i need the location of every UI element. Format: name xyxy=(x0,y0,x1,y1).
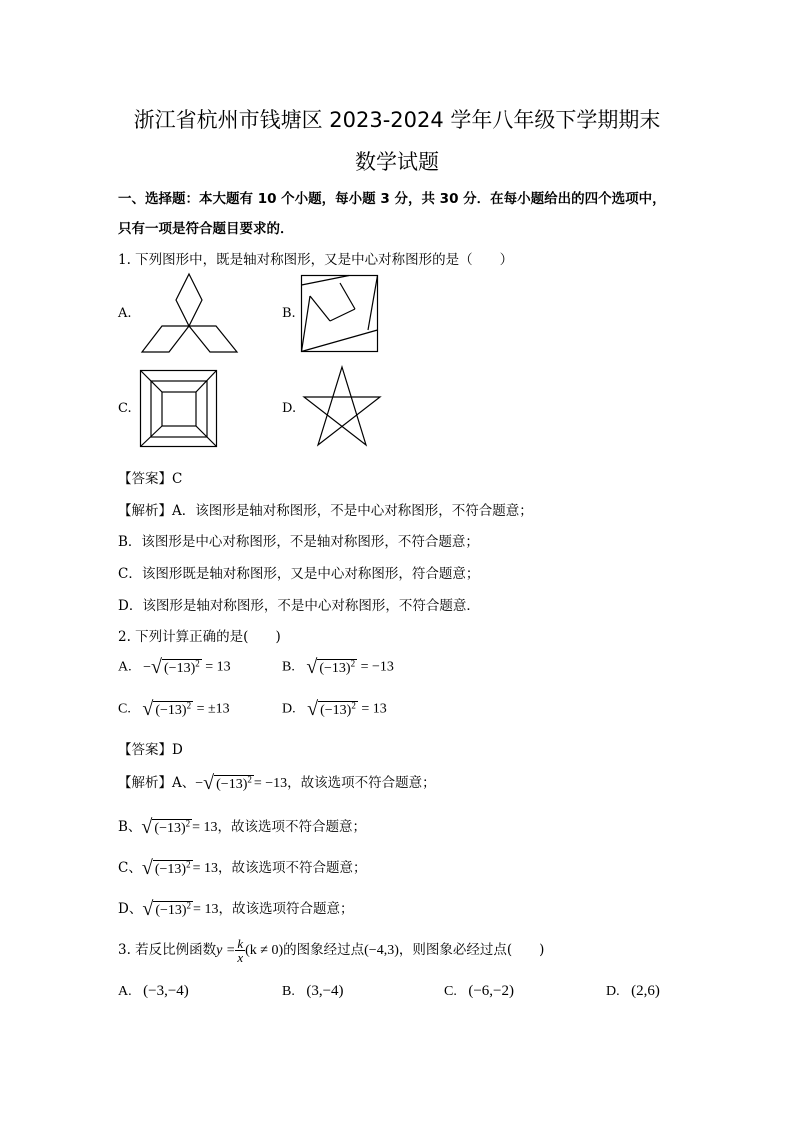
q3-function-y: y = xyxy=(216,943,236,958)
q2-analysis-1-prefix: 【解析】A、 xyxy=(118,775,196,791)
q3-fraction xyxy=(235,937,245,964)
q3-stem-suffix: ，则图象必经过点( ) xyxy=(398,942,545,958)
q1-stem: 1. 下列图形中，既是轴对称图形，又是中心对称图形的是（ ） xyxy=(118,252,514,268)
q1-figure-b xyxy=(300,274,380,354)
q2-analysis-2-tail: ，故该选项不符合题意； xyxy=(217,819,367,835)
q1-option-b-label: B. xyxy=(282,306,296,321)
q1-figure-a xyxy=(140,272,240,356)
q2-option-a-exponent: 2 xyxy=(195,658,200,669)
q2-analysis-4-tail: ，故该选项符合题意； xyxy=(218,901,354,917)
q2-analysis-2-exponent: 2 xyxy=(185,818,191,829)
q2-option-a-rhs: = 13 xyxy=(205,659,231,675)
q3-option-d xyxy=(606,983,660,1000)
q1-analysis-line-1: 【解析】A．该图形是轴对称图形，不是中心对称图形，不符合题意； xyxy=(118,503,533,519)
section-heading-line-2: 只有一项是符合题目要求的． xyxy=(118,221,294,237)
q2-option-c-exponent: 2 xyxy=(186,700,192,711)
q2-analysis-3-rhs: = 13 xyxy=(192,861,218,876)
q2-analysis-4-radicand: (−13) xyxy=(155,902,187,918)
q2-option-b-label: B. xyxy=(282,659,295,675)
q1-figure-c xyxy=(139,369,219,449)
q2-analysis-2-rhs: = 13 xyxy=(192,820,218,835)
q3-option-a-label: A. xyxy=(118,984,132,999)
q2-option-d-exponent: 2 xyxy=(351,700,356,711)
q2-option-b-exponent: 2 xyxy=(350,658,356,669)
q1-analysis-line-4: D．该图形是轴对称图形，不是中心对称图形，不符合题意． xyxy=(118,598,480,614)
q3-option-a xyxy=(118,983,189,1000)
q2-answer: 【答案】D xyxy=(118,742,183,758)
q2-analysis-line-4 xyxy=(118,897,353,921)
q2-option-d-label: D. xyxy=(282,701,296,717)
q2-analysis-1-exponent: 2 xyxy=(247,774,252,785)
section-heading-line-1: 一、选择题：本大题有 10 个小题，每小题 3 分，共 30 分．在每小题给出的四个选项中， xyxy=(118,191,666,207)
q2-analysis-2-radicand: (−13) xyxy=(154,820,186,836)
sqrt-symbol: √ $(-13)^2$ xyxy=(306,656,356,678)
q1-option-c-label: C. xyxy=(118,401,132,416)
sqrt-symbol: √ $(-13)^2$ xyxy=(141,816,191,838)
q2-option-d-rhs: = 13 xyxy=(361,701,387,717)
q3-option-d-label: D. xyxy=(606,984,620,999)
q3-stem xyxy=(118,937,544,964)
q3-point: (−4,3) xyxy=(364,943,399,958)
q3-option-a-value: (−3,−4) xyxy=(143,983,189,999)
q3-stem-middle: 的图象经过点 xyxy=(283,942,365,958)
q2-analysis-4-prefix: D、 xyxy=(118,901,143,917)
q1-answer: 【答案】C xyxy=(118,471,183,487)
q2-analysis-line-3 xyxy=(118,856,366,880)
q3-condition: (k ≠ 0) xyxy=(245,943,284,958)
q2-option-d xyxy=(282,698,387,721)
sqrt-symbol: √ $(-13)^2$ xyxy=(142,898,192,920)
title-line-1: 浙江省杭州市钱塘区 2023-2024 学年八年级下学期期末 xyxy=(133,108,661,132)
q3-option-c-value: (−6,−2) xyxy=(468,983,515,999)
q2-analysis-3-tail: ，故该选项不符合题意； xyxy=(217,860,367,876)
q2-analysis-4-exponent: 2 xyxy=(186,900,192,911)
q2-option-a xyxy=(118,656,231,679)
q2-stem: 2. 下列计算正确的是( ) xyxy=(118,629,281,645)
q2-option-a-sign: − xyxy=(143,659,152,675)
q2-option-b-rhs: = −13 xyxy=(360,659,394,675)
q2-option-b-radicand: (−13) xyxy=(319,660,351,676)
q3-option-d-value: (2,6) xyxy=(631,983,660,999)
q2-analysis-3-exponent: 2 xyxy=(186,859,191,870)
q1-analysis-line-2: B．该图形是中心对称图形，不是轴对称图形，不符合题意； xyxy=(118,534,479,550)
q2-option-a-label: A. xyxy=(118,659,132,675)
q3-fraction-denominator: x xyxy=(237,950,244,965)
q2-analysis-1-sign: − xyxy=(195,776,204,791)
q2-analysis-1-radicand: (−13) xyxy=(216,776,248,792)
q2-option-a-radicand: (−13) xyxy=(164,660,196,676)
sqrt-symbol: √ $(-13)^2$ xyxy=(142,698,192,720)
q1-analysis-line-3: C．该图形既是轴对称图形，又是中心对称图形，符合题意； xyxy=(118,566,480,582)
title-line-2: 数学试题 xyxy=(355,150,439,174)
q2-analysis-1-rhs: = −13 xyxy=(253,776,288,791)
q3-option-c xyxy=(444,983,514,1000)
q1-option-a-label: A. xyxy=(118,306,132,321)
q2-option-c xyxy=(118,698,230,721)
q2-analysis-3-radicand: (−13) xyxy=(154,861,187,877)
q3-option-b-label: B. xyxy=(282,984,295,999)
q2-option-b xyxy=(282,656,394,679)
q2-analysis-line-1 xyxy=(118,771,436,795)
sqrt-symbol: √ $(-13)^2$ xyxy=(203,772,252,794)
q3-stem-prefix: 3. 若反比例函数 xyxy=(118,942,217,958)
q2-option-c-label: C. xyxy=(118,701,131,717)
sqrt-symbol: √ $(-13)^2$ xyxy=(307,698,356,720)
q3-option-c-label: C. xyxy=(444,984,457,999)
q2-analysis-4-rhs: = 13 xyxy=(193,902,219,917)
q2-analysis-2-prefix: B、 xyxy=(118,819,142,835)
q1-option-d-label: D. xyxy=(282,401,297,416)
q2-analysis-3-prefix: C、 xyxy=(118,860,142,876)
q2-option-d-radicand: (−13) xyxy=(320,702,352,718)
q2-analysis-1-tail: ，故该选项不符合题意； xyxy=(287,775,436,791)
q1-figure-d xyxy=(302,365,382,449)
sqrt-symbol: √ $(-13)^2$ xyxy=(141,857,191,879)
q2-analysis-line-2 xyxy=(118,815,366,839)
q3-fraction-numerator: k xyxy=(237,936,244,951)
q3-option-b xyxy=(282,983,344,1000)
q3-option-b-value: (3,−4) xyxy=(306,983,344,999)
q2-option-c-rhs: = ±13 xyxy=(196,701,230,717)
sqrt-symbol: √ $(-13)^2$ xyxy=(151,656,200,678)
q2-option-c-radicand: (−13) xyxy=(155,702,187,718)
